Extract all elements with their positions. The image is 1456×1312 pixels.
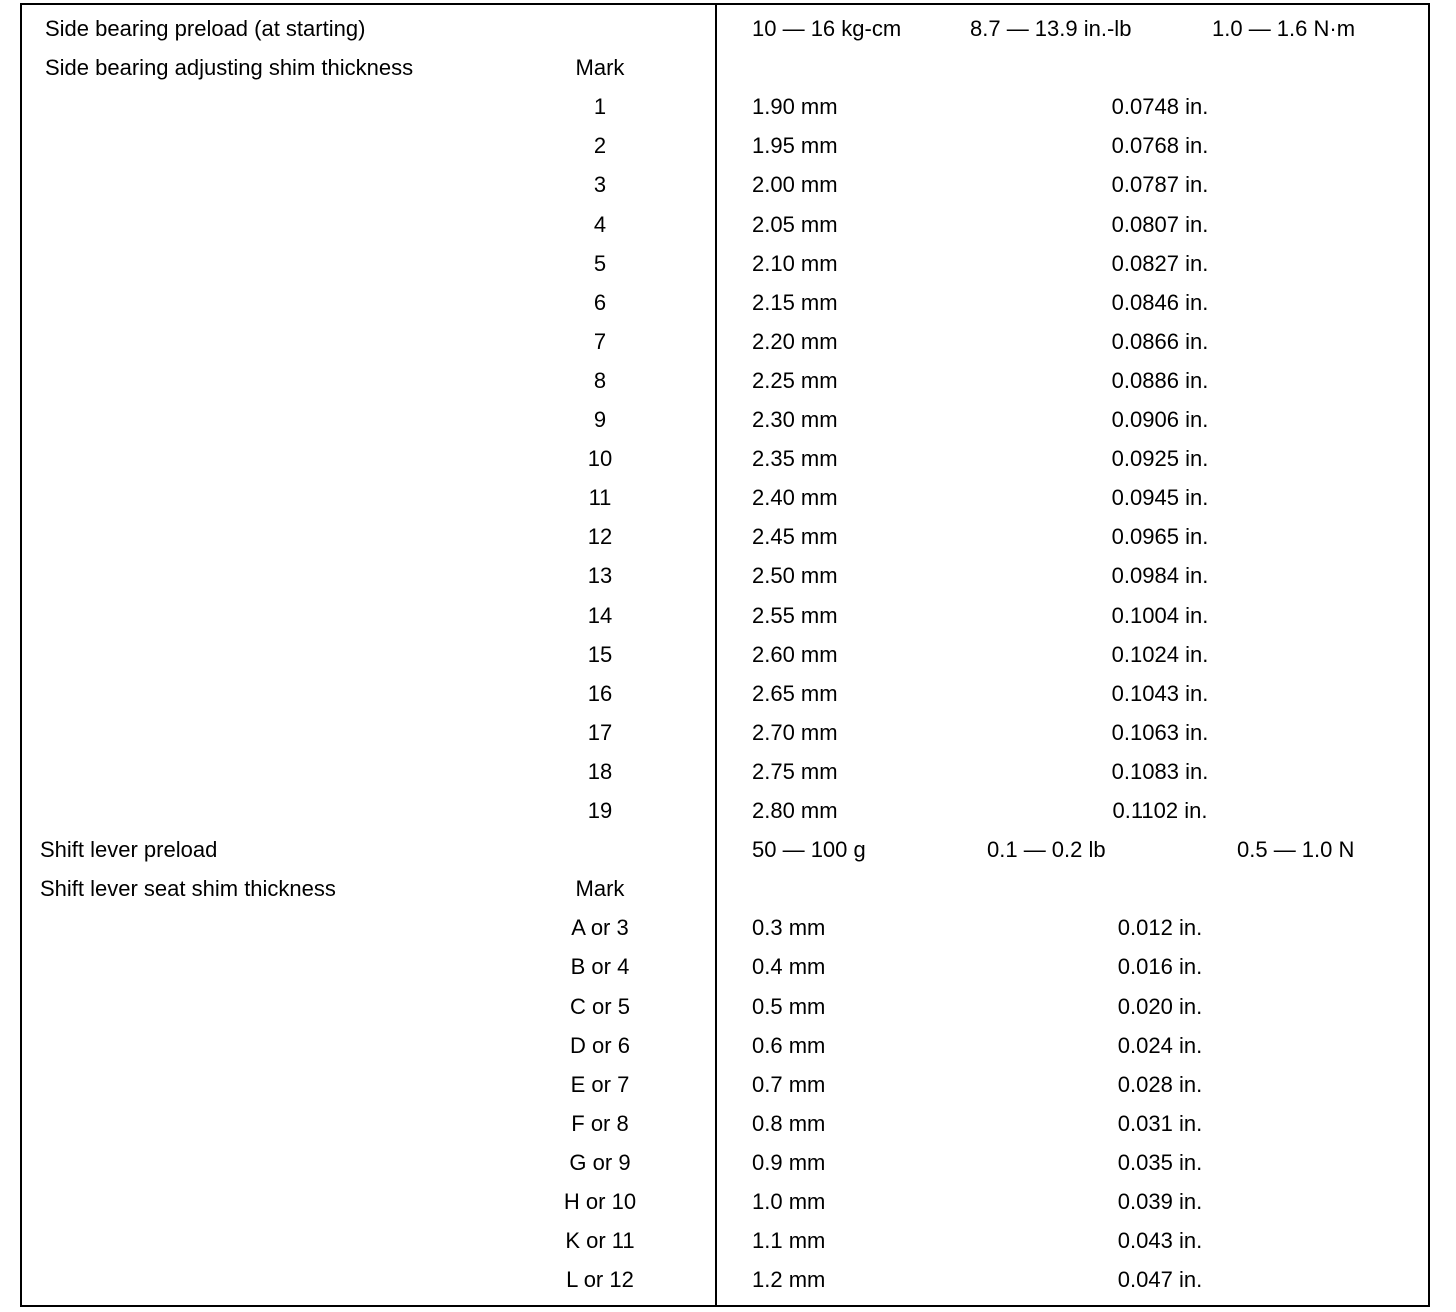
inch-value: 0.0768 in. <box>1111 133 1209 158</box>
inch-value: 0.012 in. <box>1117 915 1203 940</box>
mm-value: 2.40 mm <box>752 485 838 510</box>
inch-value: 0.1102 in. <box>1112 798 1208 823</box>
range-si: 0.5 — 1.0 N <box>1237 837 1355 862</box>
mm-value: 2.30 mm <box>752 407 838 432</box>
mark-cell: 6 <box>593 290 607 315</box>
inch-value: 0.031 in. <box>1117 1111 1203 1136</box>
mm-value: 2.80 mm <box>752 798 838 823</box>
inch-value: 0.043 in. <box>1117 1228 1203 1253</box>
mark-cell: D or 6 <box>570 1033 630 1058</box>
mark-cell: 5 <box>593 251 607 276</box>
mark-cell: F or 8 <box>571 1111 629 1136</box>
mark-cell: 7 <box>593 329 607 354</box>
range-imperial: 0.1 — 0.2 lb <box>987 837 1106 862</box>
mark-cell: 2 <box>593 133 607 158</box>
mm-value: 2.25 mm <box>752 368 838 393</box>
mark-cell: E or 7 <box>570 1072 630 1097</box>
row-label: Shift lever seat shim thickness <box>40 876 336 901</box>
inch-value: 0.028 in. <box>1117 1072 1203 1097</box>
inch-value: 0.0827 in. <box>1111 251 1209 276</box>
inch-value: 0.0906 in. <box>1111 407 1209 432</box>
mark-cell: H or 10 <box>563 1189 637 1214</box>
mm-value: 2.35 mm <box>752 446 838 471</box>
mm-value: 1.0 mm <box>752 1189 826 1214</box>
inch-value: 0.024 in. <box>1117 1033 1203 1058</box>
inch-value: 0.0787 in. <box>1111 172 1209 197</box>
mm-value: 1.90 mm <box>752 94 838 119</box>
inch-value: 0.035 in. <box>1117 1150 1203 1175</box>
mark-cell: 11 <box>588 485 612 510</box>
mm-value: 1.2 mm <box>752 1267 826 1292</box>
mark-cell: 15 <box>587 642 613 667</box>
row-label: Side bearing preload (at starting) <box>45 16 366 41</box>
inch-value: 0.1024 in. <box>1111 642 1209 667</box>
mm-value: 0.8 mm <box>752 1111 826 1136</box>
mm-value: 0.6 mm <box>752 1033 826 1058</box>
inch-value: 0.0846 in. <box>1111 290 1209 315</box>
mm-value: 0.9 mm <box>752 1150 826 1175</box>
inch-value: 0.0984 in. <box>1111 563 1209 588</box>
mm-value: 0.7 mm <box>752 1072 826 1097</box>
mm-value: 2.05 mm <box>752 212 838 237</box>
mark-cell: G or 9 <box>569 1150 631 1175</box>
inch-value: 0.1043 in. <box>1111 681 1209 706</box>
mark-cell: C or 5 <box>570 994 630 1019</box>
mark-cell: 16 <box>587 681 613 706</box>
mark-cell: 8 <box>593 368 607 393</box>
inch-value: 0.1004 in. <box>1111 603 1209 628</box>
mark-cell: 12 <box>587 524 613 549</box>
mark-cell: 3 <box>593 172 607 197</box>
mark-cell: 9 <box>593 407 607 432</box>
mm-value: 2.55 mm <box>752 603 838 628</box>
mm-value: 2.20 mm <box>752 329 838 354</box>
mm-value: 2.50 mm <box>752 563 838 588</box>
mm-value: 2.15 mm <box>752 290 838 315</box>
mark-cell: 19 <box>587 798 613 823</box>
inch-value: 0.020 in. <box>1117 994 1203 1019</box>
mm-value: 2.75 mm <box>752 759 838 784</box>
mark-cell: B or 4 <box>570 954 630 979</box>
row-label: Shift lever preload <box>40 837 218 862</box>
mark-cell: 14 <box>587 603 613 628</box>
inch-value: 0.1063 in. <box>1111 720 1209 745</box>
mm-value: 2.00 mm <box>752 172 838 197</box>
column-divider <box>715 3 717 1307</box>
inch-value: 0.0807 in. <box>1111 212 1209 237</box>
mark-cell: 4 <box>593 212 607 237</box>
range-si: 1.0 — 1.6 N·m <box>1212 16 1356 41</box>
mark-cell: A or 3 <box>571 915 629 940</box>
mark-cell: Mark <box>575 55 625 80</box>
inch-value: 0.0748 in. <box>1111 94 1209 119</box>
mark-cell: 18 <box>587 759 613 784</box>
range-imperial: 8.7 — 13.9 in.-lb <box>970 16 1132 41</box>
mark-cell: 10 <box>587 446 613 471</box>
mm-value: 2.60 mm <box>752 642 838 667</box>
mm-value: 2.65 mm <box>752 681 838 706</box>
mm-value: 2.70 mm <box>752 720 838 745</box>
mm-value: 1.1 mm <box>752 1228 826 1253</box>
mm-value: 2.10 mm <box>752 251 838 276</box>
mm-value: 0.4 mm <box>752 954 826 979</box>
inch-value: 0.039 in. <box>1117 1189 1203 1214</box>
range-metric: 50 — 100 g <box>752 837 866 862</box>
mark-cell: K or 11 <box>565 1228 635 1253</box>
mm-value: 1.95 mm <box>752 133 838 158</box>
mark-cell: 17 <box>587 720 613 745</box>
inch-value: 0.016 in. <box>1117 954 1203 979</box>
mark-cell: L or 12 <box>566 1267 634 1292</box>
inch-value: 0.0965 in. <box>1111 524 1209 549</box>
mm-value: 2.45 mm <box>752 524 838 549</box>
inch-value: 0.0886 in. <box>1111 368 1209 393</box>
range-metric: 10 — 16 kg-cm <box>752 16 902 41</box>
inch-value: 0.047 in. <box>1117 1267 1203 1292</box>
inch-value: 0.0945 in. <box>1111 485 1209 510</box>
inch-value: 0.0925 in. <box>1111 446 1209 471</box>
mark-cell: Mark <box>575 876 625 901</box>
mm-value: 0.3 mm <box>752 915 826 940</box>
row-label: Side bearing adjusting shim thickness <box>45 55 414 80</box>
inch-value: 0.0866 in. <box>1111 329 1209 354</box>
mark-cell: 1 <box>593 94 607 119</box>
mark-cell: 13 <box>587 563 613 588</box>
mm-value: 0.5 mm <box>752 994 826 1019</box>
inch-value: 0.1083 in. <box>1111 759 1209 784</box>
